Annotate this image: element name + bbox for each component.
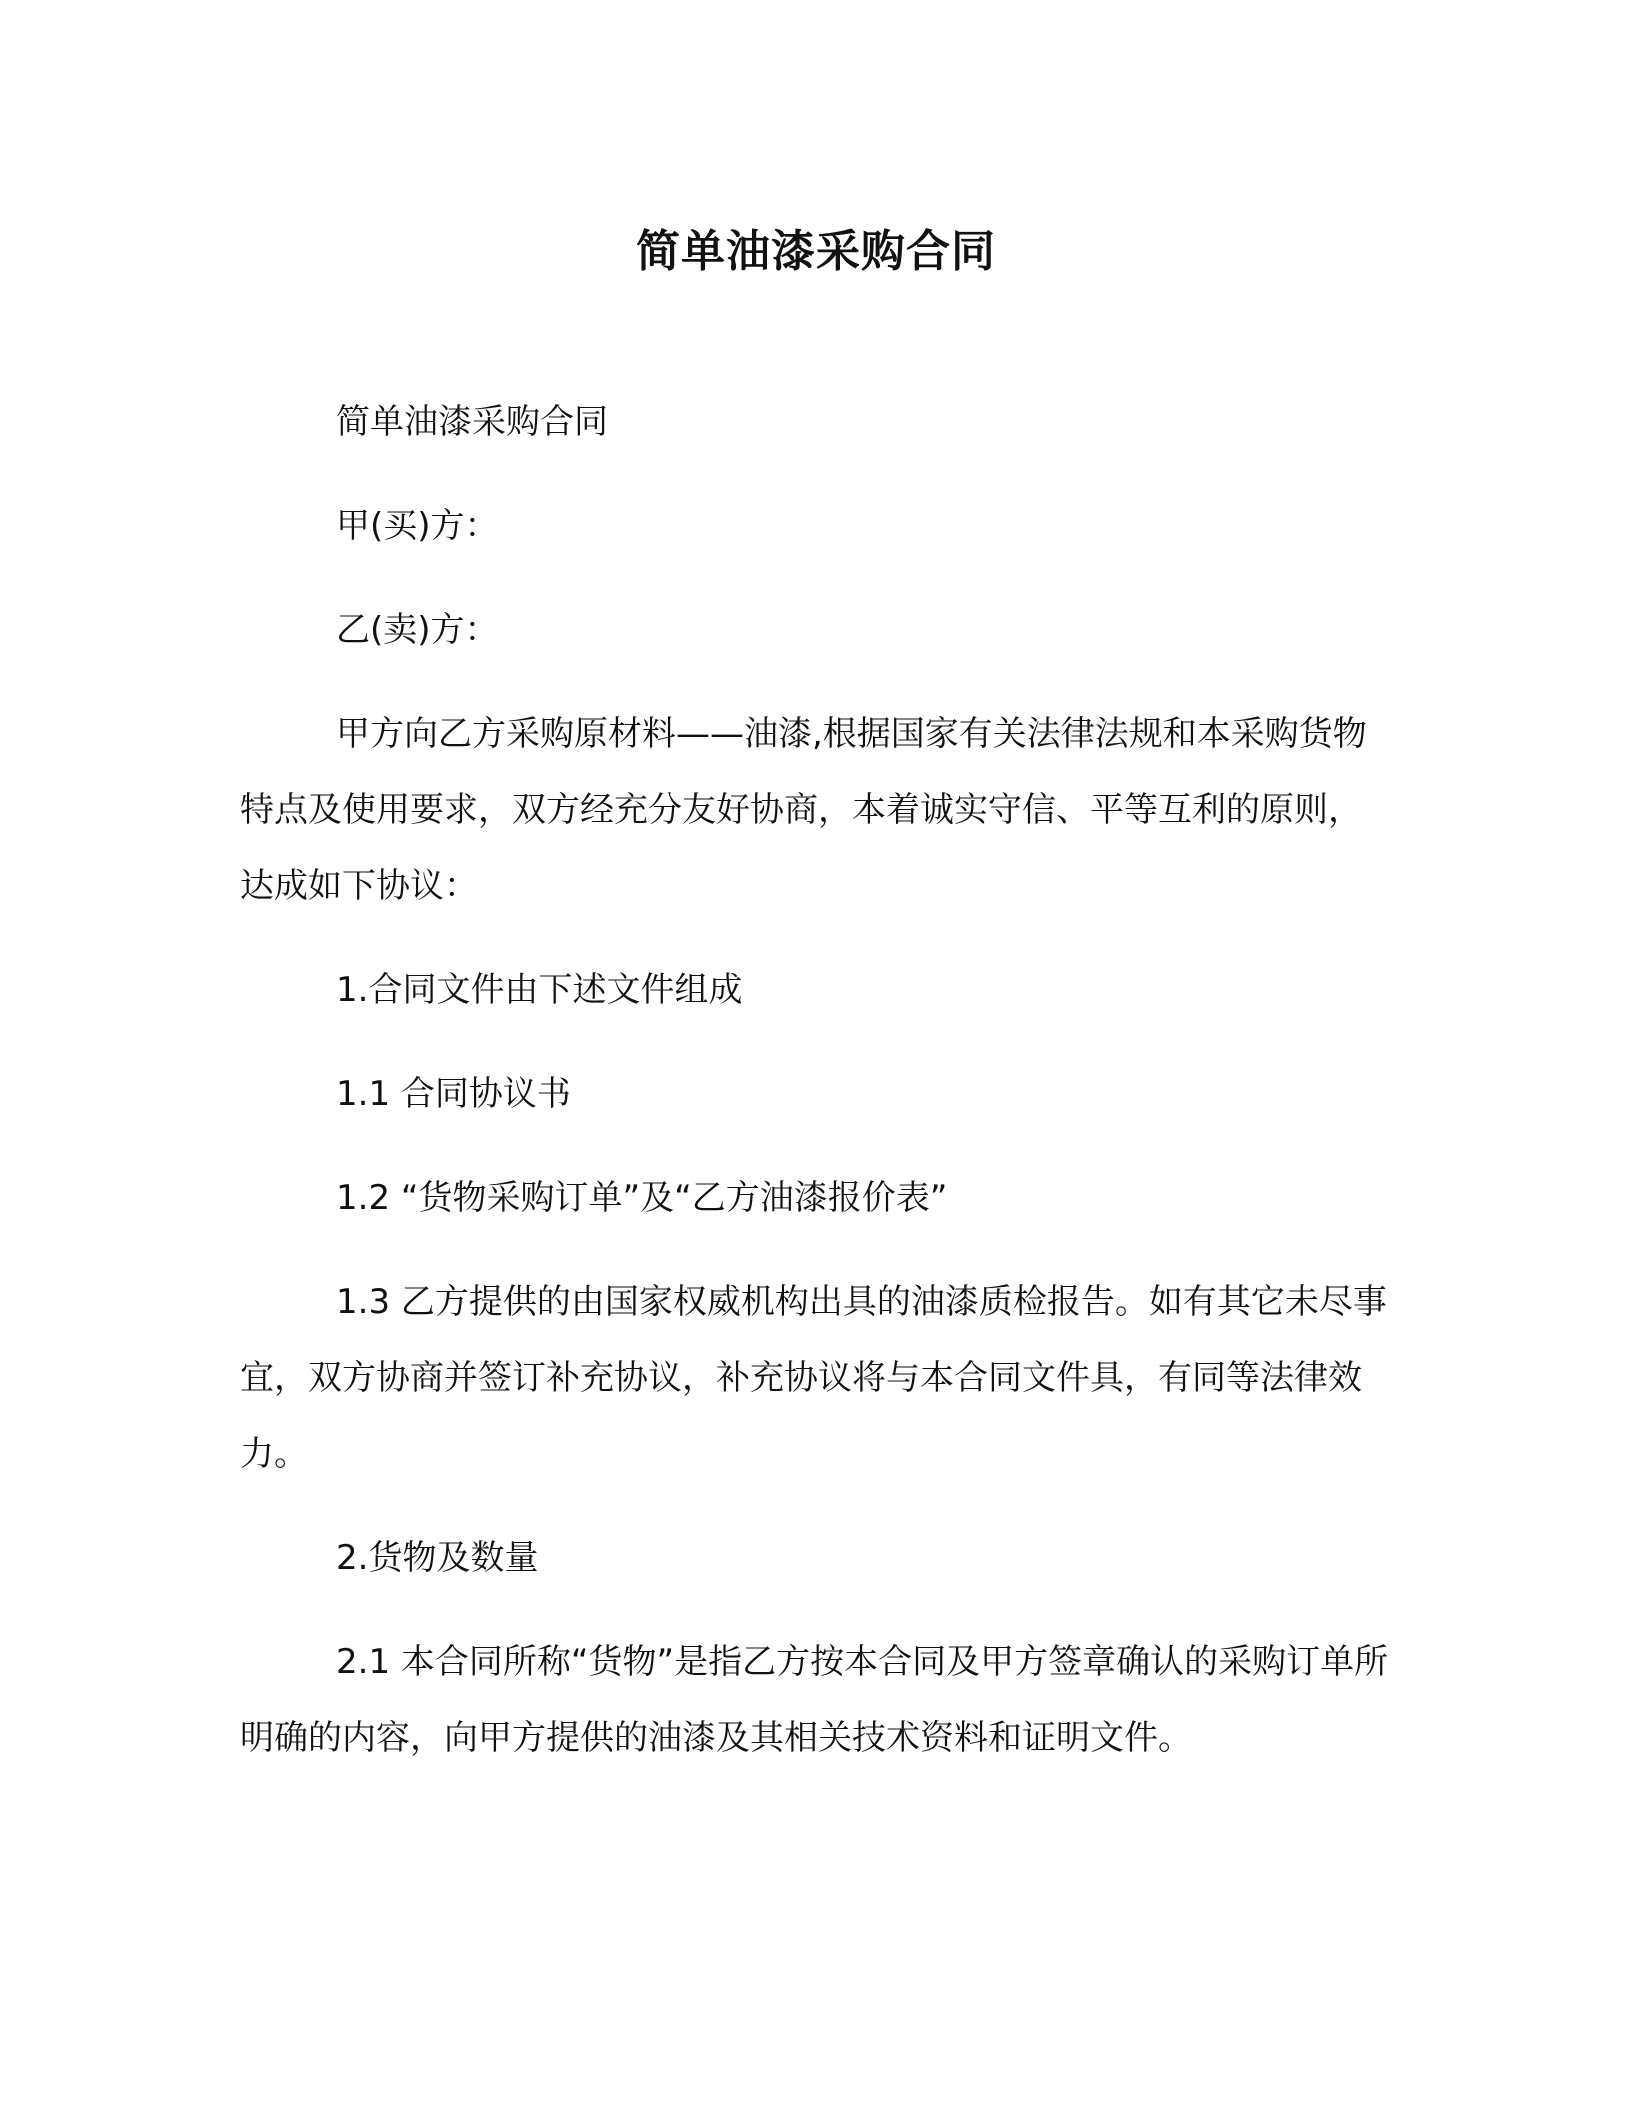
paragraph-section-1-3: 1.3 乙方提供的由国家权威机构出具的油漆质检报告。如有其它未尽事宜，双方协商并签订补充协议，补充协议将与本合同文件具，有同等法律效力。 (240, 1282, 1387, 1474)
paragraph-section-1-1: 1.1 合同协议书 (336, 1074, 571, 1114)
paragraph-party-a: 甲(买)方： (336, 506, 499, 546)
paragraph-section-1-2: 1.2 “货物采购订单”及“乙方油漆报价表” (336, 1178, 948, 1218)
paragraph-section-2: 2.货物及数量 (336, 1538, 539, 1578)
paragraph-subtitle: 简单油漆采购合同 (336, 402, 608, 442)
document-title: 简单油漆采购合同 (636, 226, 996, 277)
paragraph-preamble: 甲方向乙方采购原材料——油漆,根据国家有关法律法规和本采购货物特点及使用要求，双方经充分友好协商，本着诚实守信、平等互利的原则，达成如下协议： (240, 714, 1367, 906)
paragraph-section-2-1: 2.1 本合同所称“货物”是指乙方按本合同及甲方签章确认的采购订单所明确的内容，向甲方提供的油漆及其相关技术资料和证明文件。 (240, 1642, 1389, 1758)
paragraph-section-1: 1.合同文件由下述文件组成 (336, 970, 743, 1010)
paragraph-party-b: 乙(卖)方： (336, 610, 499, 650)
